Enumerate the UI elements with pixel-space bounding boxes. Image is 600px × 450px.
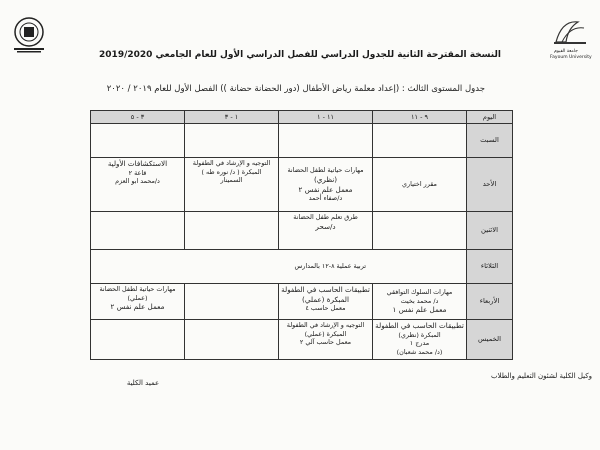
- day-monday: الاثنين: [467, 212, 513, 250]
- cell-tue-practical-training: تربية عملية ٨-١٢ بالمدارس: [91, 250, 467, 284]
- cell-line: مهارات حياتية لطفل الحضانة: [287, 166, 364, 175]
- cell-thu-9: [373, 320, 467, 360]
- logo-caption-ar: جامعة الفيوم: [554, 49, 578, 54]
- day-saturday: السبت: [467, 124, 513, 158]
- header-slot-9-11: ٩ - ١١: [373, 111, 467, 124]
- day-sunday: الأحد: [467, 158, 513, 212]
- header-slot-1-3: ١ - ٣: [185, 111, 279, 124]
- header-slot-11-1: ١١ - ١: [279, 111, 373, 124]
- cell-line: مهارات حياتية لطفل الحضانة: [99, 285, 176, 293]
- cell-line: د/صفاء أحمد: [308, 194, 343, 203]
- cell-line: مدرج ١: [409, 339, 430, 348]
- cell-line: معمل حاسب آلي ٢: [299, 338, 352, 347]
- cell-line: د/محمد ابو العزم: [115, 177, 160, 186]
- header-slot-3-5: ٣ - ٥: [91, 111, 185, 124]
- cell-line: الاستكشافات الأولية: [107, 159, 168, 168]
- cell-empty: [373, 124, 467, 158]
- day-wednesday: الأربعاء: [467, 284, 513, 320]
- cell-line: معمل علم نفس ١: [392, 305, 447, 315]
- cell-line: المبكرة (عملي): [302, 294, 349, 304]
- cell-line: التوجيه و الإرشاد في الطفولة: [286, 321, 365, 329]
- table-row: [91, 284, 513, 320]
- cell-line: معمل علم نفس ٢: [110, 302, 165, 312]
- cell-line: مقرر اختياري: [402, 180, 437, 189]
- cell-line: طرق تعلم طفل الحضانة: [293, 213, 358, 221]
- table-row: [91, 212, 513, 250]
- cell-sun-3: [91, 158, 185, 212]
- cell-sun-11: [279, 158, 373, 212]
- day-tuesday: الثلاثاء: [467, 250, 513, 284]
- logo-caption-en: Fayoum University: [550, 55, 592, 60]
- cell-empty: [373, 212, 467, 250]
- cell-line: تطبيقات الحاسب في الطفولة: [281, 285, 370, 294]
- cell-empty: [279, 124, 373, 158]
- table-header-row: [91, 111, 513, 124]
- cell-line: (د/ محمد شعبان): [396, 348, 443, 356]
- cell-line: المبكرة (نظري): [398, 330, 441, 339]
- cell-empty: [185, 320, 279, 360]
- cell-line: التوجيه و الإرشاد في الطفولة: [192, 159, 271, 167]
- day-thursday: الخميس: [467, 320, 513, 360]
- cell-empty: [91, 320, 185, 360]
- schedule-main-title: النسخة المقترحة الثانية للجدول الدراسي للفصل الدراسي الأول للعام الجامعي 2019/2020: [99, 50, 501, 60]
- cell-empty: [185, 284, 279, 320]
- table-row: [91, 250, 513, 284]
- schedule-table: [90, 110, 513, 360]
- schedule-subtitle: جدول المستوى الثالث : (إعداد معلمة رياض الأطفال (دور الحضانة حضانة )) الفصل الأول للعام ٢٠١٩ / ٢٠٢٠: [106, 84, 485, 94]
- header-day: اليوم: [467, 111, 513, 124]
- cell-wed-3: [91, 284, 185, 320]
- dean-signature-label: عميد الكلية: [126, 379, 160, 387]
- table-row: [91, 320, 513, 360]
- vice-dean-signature-label: وكيل الكلية لشئون التعليم والطلاب: [490, 372, 592, 380]
- cell-line: (عملي): [127, 293, 148, 302]
- cell-wed-11: [279, 284, 373, 320]
- cell-empty: [185, 124, 279, 158]
- cell-line: د/ محمد بخيت: [400, 296, 439, 305]
- cell-thu-11: [279, 320, 373, 360]
- cell-empty: [185, 212, 279, 250]
- table-row: [91, 158, 513, 212]
- cell-line: د/سحر: [315, 221, 336, 231]
- cell-wed-9: [373, 284, 467, 320]
- cell-sun-9: [373, 158, 467, 212]
- cell-line: المبكرة (عملي): [304, 329, 347, 338]
- cell-line: المبكرة ( د/ نوره طه ): [201, 167, 262, 176]
- cell-line: تطبيقات الحاسب في الطفولة: [375, 321, 464, 330]
- cell-line: مهارات السلوك التوافقي: [386, 288, 453, 296]
- cell-mon-11: [279, 212, 373, 250]
- cell-line: (نظري): [313, 174, 338, 184]
- cell-line: السمينار: [220, 176, 243, 185]
- cell-line: معمل حاسب ٤: [305, 304, 346, 313]
- cell-empty: [91, 212, 185, 250]
- table-row: [91, 124, 513, 158]
- cell-line: معمل علم نفس ٢: [298, 184, 353, 194]
- cell-line: قاعة ٢: [128, 168, 147, 177]
- faculty-seal-logo: [8, 14, 50, 54]
- cell-empty: [91, 124, 185, 158]
- cell-sun-1: [185, 158, 279, 212]
